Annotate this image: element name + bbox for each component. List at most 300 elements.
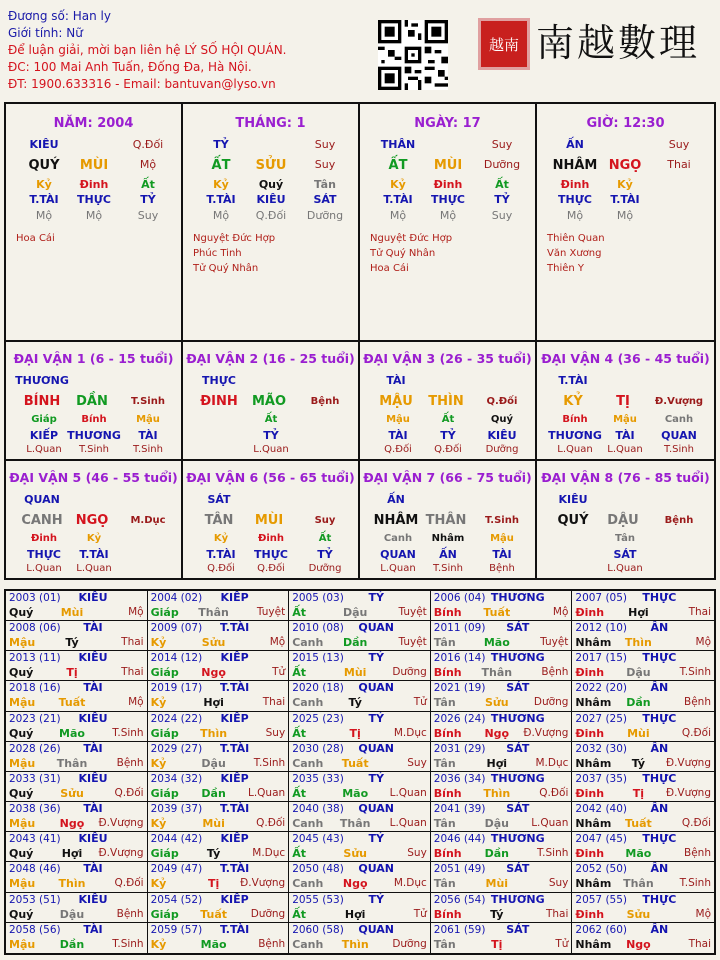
dai-van-hidden: THƯƠNG [548, 429, 602, 442]
year-label: 2039 (37) [150, 803, 203, 816]
dai-van-branch: TỊ [616, 394, 630, 409]
phone-email-line[interactable]: ĐT: 1900.633316 - Email: bantuvan@lyso.vn [8, 77, 276, 91]
pillar-title: GIỜ: 12:30 [586, 116, 665, 131]
year-ten-god: SÁT [506, 922, 530, 936]
year-stem: Canh [292, 756, 324, 770]
year-branch: Dần [342, 636, 368, 650]
year-stem: Mậu [9, 756, 36, 770]
year-stem: Tân [433, 817, 456, 831]
year-cell [148, 772, 290, 802]
year-branch: Mão [483, 636, 510, 650]
year-stage: Bệnh [116, 756, 144, 769]
year-stem: Tân [433, 636, 456, 650]
dai-van-hidden: TÀI [388, 429, 408, 442]
year-stage: Bệnh [684, 696, 711, 709]
year-ten-god: THƯƠNG [490, 832, 545, 846]
year-cell [572, 772, 714, 802]
year-stem: Giáp [150, 907, 179, 921]
year-branch: Hợi [61, 847, 83, 861]
year-ten-god: T.TÀI [219, 621, 250, 635]
pillar-value: TỶ [213, 138, 229, 151]
year-ten-god: THỰC [642, 771, 677, 785]
pillar-value: ẤT [388, 158, 408, 173]
year-cell [148, 621, 290, 651]
year-stage: Đ.Vượng [98, 847, 144, 860]
dai-van-hidden: Canh [383, 533, 413, 544]
year-label: 2056 (54) [433, 893, 486, 906]
year-label: 2060 (58) [292, 923, 344, 936]
year-branch: Sửu [201, 636, 226, 650]
year-branch: Tuất [341, 756, 369, 770]
dai-van-title: ĐẠI VẬN 3 (26 - 35 tuổi) [363, 351, 532, 366]
year-stage: M.Dục [535, 756, 569, 769]
year-stage: Thai [688, 937, 711, 950]
dai-van-stem: MẬU [379, 394, 413, 409]
year-cell [431, 772, 573, 802]
dai-van-cell [183, 461, 360, 578]
year-cell [148, 862, 290, 892]
year-ten-god: QUAN [358, 922, 395, 936]
year-cell [431, 923, 573, 953]
year-ten-god: TÀI [83, 922, 103, 936]
year-cell [572, 621, 714, 651]
year-branch: Tý [206, 847, 221, 861]
year-branch: Tuất [58, 696, 86, 710]
year-cell [572, 651, 714, 681]
year-label: 2050 (48) [292, 863, 344, 876]
year-ten-god: TỶ [368, 832, 384, 846]
year-cell [6, 681, 148, 711]
dai-van-hidden: ẤN [439, 548, 457, 561]
year-cell [6, 742, 148, 772]
year-branch: Sửu [343, 847, 367, 861]
dai-van-hidden: KIÊU [487, 429, 517, 442]
pillar-value: Ất [495, 178, 509, 191]
year-branch: Dần [626, 696, 651, 710]
dai-van-stem: ĐINH [200, 394, 238, 409]
year-label: 2045 (43) [292, 833, 344, 846]
year-branch: Mùi [343, 666, 367, 680]
year-cell [6, 591, 148, 621]
year-cell [148, 802, 290, 832]
dai-van-cell [360, 342, 537, 461]
year-stage: Q.Đối [539, 786, 569, 799]
year-label: 2051 (49) [433, 863, 486, 876]
year-cell [148, 893, 290, 923]
pillar-value: Thai [667, 158, 691, 171]
year-label: 2014 (12) [150, 652, 203, 665]
year-ten-god: SÁT [506, 621, 530, 635]
year-branch: Dậu [342, 606, 368, 619]
pillar-value: Mộ [616, 209, 634, 222]
year-label: 2015 (13) [292, 652, 344, 665]
year-branch: Mùi [485, 877, 509, 891]
year-stage: L.Quan [389, 817, 427, 830]
dai-van-hidden: T.Sinh [664, 444, 694, 455]
pillar-value: Suy [314, 138, 336, 151]
year-branch: Thân [198, 606, 229, 619]
year-label: 2041 (39) [433, 803, 486, 816]
year-branch: Sửu [485, 696, 509, 710]
year-branch: Tị [207, 877, 220, 891]
year-cell [572, 832, 714, 862]
dai-van-hidden: Ất [264, 414, 278, 425]
dai-van-hidden: THỰC [27, 548, 61, 561]
year-label: 2055 (53) [292, 893, 344, 906]
dai-van-hidden: Q.Đối [434, 444, 462, 455]
year-ten-god: SÁT [506, 802, 530, 816]
year-ten-god: ẤN [650, 802, 669, 816]
dai-van-stem: NHÂM [373, 513, 419, 528]
dai-van-hidden: Nhâm [431, 533, 465, 544]
year-branch: Thìn [58, 877, 86, 891]
year-label: 2042 (40) [575, 803, 628, 816]
contact-line: Để luận giải, mời bạn liên hệ LÝ SỐ HỘI QUÁN. [8, 43, 287, 57]
dai-van-hidden: TÀI [615, 429, 635, 442]
year-label: 2024 (22) [150, 712, 203, 725]
year-cell [289, 681, 431, 711]
year-stem: Mậu [9, 636, 36, 650]
year-branch: Dần [484, 847, 509, 861]
pillars-grid [4, 102, 716, 580]
year-stage: Đ.Vượng [523, 726, 569, 739]
dai-van-cell [537, 461, 714, 578]
name-label: Đương số: [8, 9, 69, 23]
year-cell [6, 712, 148, 742]
year-stem: Đinh [575, 786, 605, 800]
pillar-value: NHÂM [552, 158, 598, 173]
year-stem: Kỷ [150, 696, 167, 710]
year-ten-god: THƯƠNG [490, 651, 545, 665]
year-stem: Đinh [575, 606, 605, 619]
pillar-cell [183, 104, 360, 342]
year-stem: Canh [292, 696, 324, 710]
address-line: ĐC: 100 Mai Anh Tuấn, Đống Đa, Hà Nội. [8, 60, 252, 74]
dai-van-title: ĐẠI VẬN 4 (36 - 45 tuổi) [541, 351, 710, 366]
year-ten-god: TÀI [83, 802, 103, 816]
pillar-value: Suy [314, 158, 336, 171]
year-stem: Quý [9, 726, 34, 740]
year-branch: Tý [65, 636, 79, 650]
year-branch: Tuất [200, 907, 227, 921]
dai-van-branch: MÃO [251, 394, 287, 409]
dai-van-hidden: L.Quan [607, 563, 643, 574]
year-label: 2058 (56) [9, 923, 61, 936]
year-cell [572, 802, 714, 832]
year-stem: Bính [433, 847, 462, 861]
year-label: 2040 (38) [292, 803, 344, 816]
pillar-title: NĂM: 2004 [53, 116, 134, 131]
dai-van-ten-god: KIÊU [558, 493, 588, 506]
year-ten-god: TỶ [368, 651, 384, 665]
year-stem: Nhâm [575, 756, 612, 770]
year-stage: Q.Đối [114, 877, 144, 890]
year-ten-god: ẤN [650, 621, 669, 635]
pillar-value: T.TÀI [383, 193, 413, 206]
year-stage: Bệnh [541, 666, 569, 679]
year-ten-god: TỶ [368, 711, 384, 725]
year-stage: Suy [548, 877, 569, 890]
star-item: Tử Quý Nhân [193, 263, 259, 274]
year-stem: Tân [433, 877, 456, 891]
year-stage: M.Dục [393, 726, 427, 739]
year-ten-god: QUAN [358, 621, 395, 635]
year-branch: Dậu [201, 756, 226, 770]
year-branch: Ngọ [484, 726, 510, 740]
year-stem: Đinh [575, 666, 605, 680]
year-ten-god: THƯƠNG [490, 591, 545, 604]
dai-van-stage: Đ.Vượng [654, 396, 704, 407]
pillar-value: Mộ [35, 209, 53, 222]
year-ten-god: ẤN [650, 741, 669, 755]
dai-van-cell [360, 461, 537, 578]
year-branch: Tý [348, 696, 362, 710]
year-label: 2057 (55) [575, 893, 628, 906]
dai-van-branch: DẦN [76, 394, 108, 409]
year-branch: Dậu [59, 907, 85, 921]
year-cell [289, 742, 431, 772]
year-label: 2008 (06) [9, 622, 61, 635]
dai-van-title: ĐẠI VẬN 2 (16 - 25 tuổi) [186, 351, 355, 366]
dai-van-hidden: Q.Đối [384, 444, 412, 455]
year-cell [289, 621, 431, 651]
year-branch: Mão [59, 726, 85, 740]
year-stem: Nhâm [575, 636, 612, 650]
dai-van-hidden: Kỷ [86, 533, 102, 544]
year-stem: Bính [433, 726, 462, 740]
year-stage: M.Dục [393, 877, 427, 890]
dai-van-hidden: TÀI [492, 548, 512, 561]
pillar-value: ẤN [566, 138, 584, 151]
year-stage: Thai [545, 907, 569, 920]
dai-van-hidden: THƯƠNG [67, 429, 121, 442]
year-branch: Mùi [202, 817, 225, 831]
year-label: 2062 (60) [575, 923, 628, 936]
dai-van-ten-god: TÀI [386, 374, 406, 387]
year-ten-god: TÀI [83, 621, 103, 635]
year-label: 2013 (11) [9, 652, 61, 665]
dai-van-ten-god: QUAN [24, 493, 60, 506]
year-stem: Bính [433, 786, 462, 800]
dai-van-hidden: T.TÀI [206, 548, 236, 561]
dai-van-hidden: Kỷ [213, 533, 229, 544]
year-label: 2020 (18) [292, 682, 344, 695]
year-label: 2029 (27) [150, 742, 203, 755]
year-cell [6, 651, 148, 681]
year-stage: Tuyệt [398, 636, 427, 649]
year-branch: Ngọ [59, 817, 85, 831]
year-branch: Tý [631, 756, 646, 770]
pillar-value: THỰC [77, 193, 111, 206]
year-stage: Thai [121, 666, 144, 679]
year-cell [431, 862, 573, 892]
dai-van-hidden: Canh [664, 414, 694, 425]
dai-van-ten-god: THƯƠNG [15, 374, 69, 387]
year-label: 2028 (26) [9, 742, 61, 755]
star-item: Hoa Cái [16, 233, 55, 244]
star-item: Thiên Quan [547, 233, 605, 244]
dai-van-branch: NGỌ [75, 513, 109, 528]
year-stem: Canh [292, 817, 324, 831]
year-stem: Canh [292, 636, 324, 650]
pillar-cell [6, 104, 183, 342]
pillar-value: KIÊU [29, 138, 59, 151]
year-stem: Ất [292, 726, 306, 740]
year-ten-god: TỶ [368, 771, 384, 785]
dai-van-hidden: L.Quan [76, 563, 112, 574]
dai-van-hidden: Mậu [613, 414, 637, 425]
year-cell [6, 893, 148, 923]
year-stem: Kỷ [150, 877, 167, 891]
year-branch: Dần [59, 937, 85, 951]
pillar-value: Mộ [85, 209, 103, 222]
pillar-value: Mộ [212, 209, 230, 222]
year-branch: Thìn [341, 937, 369, 951]
dai-van-hidden: Ất [318, 533, 332, 544]
annual-luck-table [4, 589, 716, 955]
pillar-value: TỶ [494, 193, 510, 206]
year-ten-god: KIÊU [78, 591, 108, 604]
dai-van-hidden: SÁT [613, 548, 637, 561]
pillar-value: Q.Đối [255, 209, 287, 222]
dai-van-hidden: TỶ [263, 429, 279, 442]
pillar-cell [360, 104, 537, 342]
year-stem: Kỷ [150, 817, 167, 831]
year-cell [148, 742, 290, 772]
pillar-value: Dưỡng [306, 209, 344, 222]
dai-van-stem: BÍNH [23, 394, 61, 409]
year-ten-god: THỰC [642, 832, 677, 846]
year-ten-god: KIẾP [220, 651, 249, 665]
dai-van-hidden: L.Quan [253, 444, 289, 455]
year-stage: Suy [265, 726, 286, 739]
year-cell [6, 862, 148, 892]
pillar-value: Mộ [139, 158, 157, 171]
year-stage: Mộ [269, 636, 286, 649]
year-stem: Mậu [9, 696, 36, 710]
dai-van-hidden: Tân [615, 533, 635, 544]
year-branch: Tuất [483, 606, 511, 619]
pillar-value: THỰC [431, 193, 465, 206]
year-label: 2033 (31) [9, 772, 61, 785]
dai-van-hidden: Mậu [490, 533, 514, 544]
year-stage: Đ.Vượng [665, 756, 711, 769]
year-label: 2027 (25) [575, 712, 628, 725]
name-line [8, 8, 388, 25]
year-stage: Bệnh [684, 847, 711, 860]
year-label: 2059 (57) [150, 923, 203, 936]
year-label: 2010 (08) [292, 622, 344, 635]
year-branch: Ngọ [626, 937, 651, 951]
year-stem: Mậu [9, 817, 36, 831]
year-ten-god: SÁT [506, 681, 530, 695]
year-label: 2046 (44) [433, 833, 486, 846]
year-label: 2019 (17) [150, 682, 203, 695]
year-stage: Dưỡng [392, 937, 427, 950]
dai-van-hidden: Mậu [386, 414, 410, 425]
year-ten-god: KIÊU [78, 832, 108, 846]
pillar-value: T.TÀI [29, 193, 59, 206]
year-label: 2043 (41) [9, 833, 61, 846]
site-logo: 南越數理 [536, 21, 701, 65]
year-ten-god: KIÊU [78, 892, 108, 906]
dai-van-hidden: T.Sinh [79, 444, 109, 455]
dai-van-hidden: QUAN [380, 548, 416, 561]
year-ten-god: THƯƠNG [490, 892, 545, 906]
year-branch: Thân [481, 666, 513, 680]
pillar-value: Tân [314, 178, 336, 191]
year-stage: Thai [121, 636, 144, 649]
pillar-stars [193, 232, 275, 277]
year-stage: Dưỡng [250, 907, 286, 920]
year-cell [572, 742, 714, 772]
year-stem: Ất [292, 606, 306, 619]
year-branch: Mão [625, 847, 652, 861]
year-stage: T.Sinh [679, 877, 711, 890]
year-stage: Dưỡng [392, 666, 427, 679]
year-cell [289, 802, 431, 832]
year-cell [572, 893, 714, 923]
year-stage: Suy [407, 847, 427, 860]
year-stage: Tuyệt [540, 636, 569, 649]
year-ten-god: ẤN [650, 922, 669, 936]
year-cell [148, 923, 290, 953]
pillar-value: Đinh [79, 178, 109, 191]
year-label: 2036 (34) [433, 772, 486, 785]
year-stem: Mậu [9, 877, 36, 891]
year-cell [431, 802, 573, 832]
year-ten-god: TÀI [83, 741, 103, 755]
year-stage: Thai [262, 696, 286, 709]
year-label: 2030 (28) [292, 742, 344, 755]
pillar-value: Suy [491, 209, 513, 222]
year-stem: Đinh [575, 907, 605, 921]
year-stage: Tử [413, 907, 427, 920]
dai-van-hidden: Bính [81, 414, 107, 425]
pillar-value: KIÊU [256, 193, 286, 206]
pillar-stars [370, 232, 452, 277]
year-cell [289, 591, 431, 621]
dai-van-hidden: L.Quan [26, 563, 62, 574]
gender-line [8, 25, 388, 42]
year-branch: Tý [490, 907, 504, 921]
year-branch: Ngọ [342, 877, 368, 891]
pillar-value: Đinh [433, 178, 463, 191]
year-label: 2031 (29) [433, 742, 486, 755]
dai-van-hidden: L.Quan [380, 563, 416, 574]
year-ten-god: KIẾP [220, 771, 249, 785]
dai-van-hidden: THỰC [254, 548, 288, 561]
year-branch: Mùi [60, 606, 84, 619]
dai-van-hidden: Mậu [136, 414, 160, 425]
year-ten-god: KIÊU [78, 771, 108, 785]
year-branch: Sửu [626, 907, 651, 921]
year-label: 2032 (30) [575, 742, 628, 755]
year-stage: T.Sinh [679, 666, 711, 679]
year-cell [289, 923, 431, 953]
name-value: Han ly [72, 9, 111, 23]
year-stem: Canh [292, 877, 324, 891]
year-label: 2026 (24) [433, 712, 486, 725]
year-cell [289, 712, 431, 742]
year-label: 2009 (07) [150, 622, 203, 635]
year-stage: Mộ [128, 606, 144, 618]
star-item: Văn Xương [547, 248, 602, 259]
year-cell [6, 621, 148, 651]
pillar-cell [537, 104, 714, 342]
pillar-value: Suy [137, 209, 159, 222]
year-cell [6, 832, 148, 862]
